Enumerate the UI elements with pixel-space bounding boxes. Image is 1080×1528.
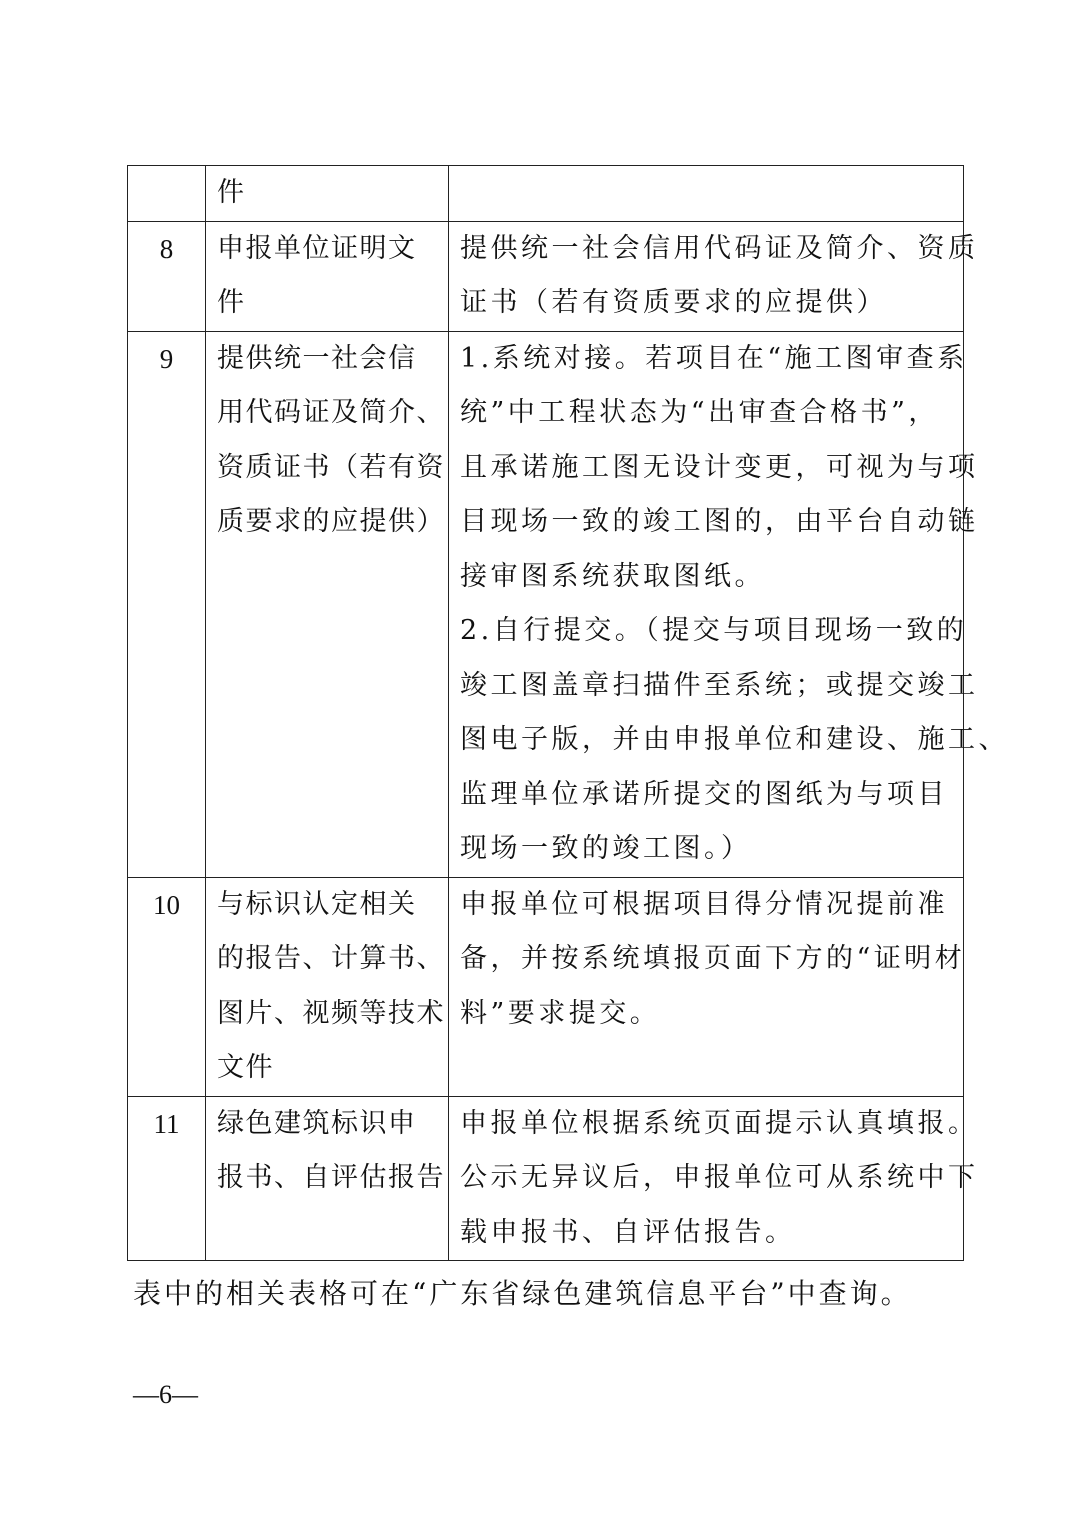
document-requirement <box>449 221 979 331</box>
document-name-line: 与标识认定相关 <box>217 888 417 920</box>
document-name-line: 申报单位证明文 <box>217 232 417 264</box>
document-name <box>206 166 449 222</box>
requirement-line: 接审图系统获取图纸。 <box>460 560 765 592</box>
table-footnote: 表中的相关表格可在“广东省绿色建筑信息平台”中查询。 <box>133 1277 912 1310</box>
document-requirement <box>449 166 964 222</box>
document-requirement <box>449 877 964 1096</box>
document-name <box>206 877 449 1096</box>
requirement-line: 统”中工程状态为“出审查合格书”， <box>460 397 939 428</box>
requirement-line: 申报单位根据系统页面提示认真填报。 <box>460 1107 979 1139</box>
document-requirement <box>449 1096 979 1261</box>
document-name-line: 用代码证及简介、 <box>217 397 445 428</box>
document-name <box>206 331 449 877</box>
document-name-line: 的报告、计算书、 <box>217 943 445 974</box>
row-number: 10 <box>128 877 206 1096</box>
requirement-line: 竣工图盖章扫描件至系统；或提交竣工 <box>460 669 979 701</box>
row-number: 9 <box>128 331 206 877</box>
table-row <box>128 166 964 222</box>
document-name-line: 件 <box>217 287 246 318</box>
requirements-table-body <box>128 166 1009 1261</box>
requirement-line: 证书（若有资质要求的应提供） <box>460 287 887 318</box>
requirement-line: 目现场一致的竣工图的，由平台自动链 <box>460 506 979 537</box>
requirement-line: 监理单位承诺所提交的图纸为与项目 <box>460 778 948 810</box>
table-row <box>128 221 964 331</box>
table-row <box>128 877 964 1096</box>
document-name-line: 绿色建筑标识申 <box>217 1107 417 1139</box>
requirement-line: 且承诺施工图无设计变更，可视为与项 <box>460 451 979 483</box>
requirements-table <box>127 165 1009 1261</box>
row-number: 8 <box>128 221 206 331</box>
requirement-line: 提供统一社会信用代码证及简介、资质 <box>460 232 979 264</box>
document-name-line: 质要求的应提供） <box>217 506 445 537</box>
requirement-line: 载申报书、自评估报告。 <box>460 1216 796 1248</box>
document-name <box>206 221 449 331</box>
document-name-line: 文件 <box>217 1052 274 1083</box>
requirement-line <box>460 166 957 221</box>
requirement-line: 备，并按系统填报页面下方的“证明材 <box>460 943 966 974</box>
row-number <box>128 166 206 222</box>
document-name-line: 报书、自评估报告 <box>217 1162 445 1193</box>
document-name <box>206 1096 449 1261</box>
requirement-line: 公示无异议后，申报单位可从系统中下 <box>460 1162 979 1193</box>
requirement-line: 2.自行提交。（提交与项目现场一致的 <box>460 615 968 646</box>
requirement-line: 料”要求提交。 <box>460 997 661 1029</box>
document-name-line: 件 <box>217 177 246 208</box>
document-name-line: 资质证书（若有资 <box>217 451 445 483</box>
row-number: 11 <box>128 1096 206 1261</box>
table-row <box>128 1096 964 1261</box>
requirement-line: 1.系统对接。若项目在“施工图审查系 <box>460 342 968 374</box>
requirement-line: 申报单位可根据项目得分情况提前准 <box>460 888 948 920</box>
page-number: —6— <box>133 1380 198 1409</box>
document-name-line: 图片、视频等技术 <box>217 997 445 1029</box>
document-requirement <box>449 331 1009 877</box>
requirement-line: 图电子版，并由申报单位和建设、施工、 <box>460 724 1009 755</box>
requirement-line: 现场一致的竣工图。） <box>460 833 752 864</box>
document-name-line: 提供统一社会信 <box>217 342 417 374</box>
table-row <box>128 331 964 877</box>
